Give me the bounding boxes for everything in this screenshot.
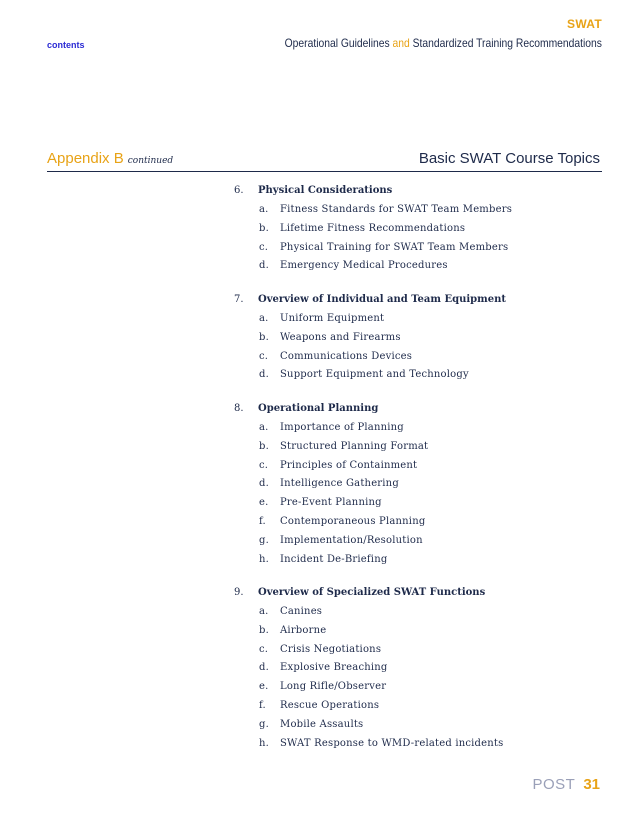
item-text: Crisis Negotiations [280, 643, 382, 655]
topic-title: Overview of Specialized SWAT Functions [258, 587, 486, 598]
list-item [234, 459, 614, 478]
page-number: 31 [583, 776, 600, 793]
topic-heading [234, 184, 614, 203]
item-letter: d. [259, 662, 269, 674]
item-letter: b. [259, 331, 269, 343]
footer-post-label: POST [532, 776, 576, 793]
list-item [234, 553, 614, 572]
item-text: Intelligence Gathering [280, 478, 399, 490]
item-text: Structured Planning Format [280, 440, 429, 452]
continued-label: continued [127, 156, 174, 166]
item-text: Weapons and Firearms [280, 331, 401, 343]
item-letter: d. [259, 260, 269, 272]
item-letter: c. [259, 459, 269, 471]
item-letter: d. [259, 369, 269, 381]
item-text: Incident De-Briefing [280, 553, 388, 565]
item-text: Explosive Breaching [280, 662, 388, 674]
item-letter: b. [259, 440, 269, 452]
topic-6 [234, 184, 614, 278]
contents-link[interactable]: contents [47, 40, 85, 50]
list-item [234, 515, 614, 534]
topic-9 [234, 586, 614, 755]
item-text: Implementation/Resolution [280, 534, 423, 546]
list-item [234, 718, 614, 737]
topic-heading [234, 402, 614, 421]
list-item [234, 259, 614, 278]
item-text: Lifetime Fitness Recommendations [280, 222, 466, 234]
item-letter: g. [259, 718, 269, 730]
item-text: Contemporaneous Planning [280, 515, 426, 527]
topic-7 [234, 293, 614, 387]
list-item [234, 605, 614, 624]
appendix-title [47, 150, 173, 167]
running-header-swat: SWAT [567, 17, 602, 31]
subtitle-and: and [392, 36, 410, 50]
topic-number: 8. [234, 403, 244, 414]
header-rule [47, 171, 602, 172]
list-item [234, 680, 614, 699]
item-text: Airborne [280, 624, 327, 636]
list-item [234, 440, 614, 459]
item-letter: c. [259, 643, 269, 655]
section-title: Basic SWAT Course Topics [418, 150, 600, 167]
item-text: Emergency Medical Procedures [280, 260, 448, 272]
item-text: Long Rifle/Observer [280, 681, 387, 693]
topic-title: Operational Planning [258, 403, 379, 414]
item-letter: a. [259, 204, 269, 215]
item-text: SWAT Response to WMD-related incidents [280, 737, 504, 749]
list-item [234, 534, 614, 553]
item-letter: a. [259, 422, 269, 433]
item-letter: a. [259, 313, 269, 324]
item-letter: d. [259, 478, 269, 490]
list-item [234, 643, 614, 662]
list-item [234, 699, 614, 718]
item-text: Pre-Event Planning [280, 497, 382, 509]
item-letter: f. [259, 515, 266, 527]
list-item [234, 203, 614, 222]
running-header-subtitle [285, 36, 602, 50]
topic-heading [234, 586, 614, 605]
item-text: Mobile Assaults [280, 718, 364, 730]
subtitle-part-1: Operational Guidelines [284, 36, 390, 50]
topic-number: 7. [234, 294, 244, 305]
appendix-label: Appendix B [47, 150, 124, 167]
subtitle-part-2: Standardized Training Recommendations [412, 36, 602, 50]
item-letter: f. [259, 699, 266, 711]
item-text: Communications Devices [280, 350, 413, 362]
item-letter: g. [259, 534, 269, 546]
item-text: Canines [280, 606, 323, 617]
item-letter: c. [259, 241, 269, 253]
item-letter: b. [259, 222, 269, 234]
topic-title: Overview of Individual and Team Equipment [258, 294, 506, 305]
list-item [234, 312, 614, 331]
item-letter: a. [259, 606, 269, 617]
list-item [234, 737, 614, 756]
list-item [234, 331, 614, 350]
item-text: Rescue Operations [280, 699, 380, 711]
item-text: Support Equipment and Technology [280, 369, 469, 381]
item-text: Fitness Standards for SWAT Team Members [280, 204, 513, 215]
item-letter: e. [259, 497, 269, 509]
item-letter: e. [259, 681, 269, 693]
list-item [234, 241, 614, 260]
topic-title: Physical Considerations [258, 185, 393, 196]
item-text: Principles of Containment [280, 459, 418, 471]
page-footer [532, 776, 600, 793]
item-letter: h. [259, 737, 270, 749]
item-letter: h. [259, 553, 270, 565]
topic-8 [234, 402, 614, 571]
list-item [234, 350, 614, 369]
list-item [234, 496, 614, 515]
item-letter: c. [259, 350, 269, 362]
item-letter: b. [259, 624, 269, 636]
topic-number: 6. [234, 185, 244, 196]
list-item [234, 661, 614, 680]
list-item [234, 421, 614, 440]
list-item [234, 368, 614, 387]
list-item [234, 477, 614, 496]
list-item [234, 222, 614, 241]
topic-heading [234, 293, 614, 312]
topic-number: 9. [234, 587, 244, 598]
item-text: Importance of Planning [280, 422, 404, 433]
item-text: Physical Training for SWAT Team Members [280, 241, 509, 253]
list-item [234, 624, 614, 643]
item-text: Uniform Equipment [280, 313, 385, 324]
